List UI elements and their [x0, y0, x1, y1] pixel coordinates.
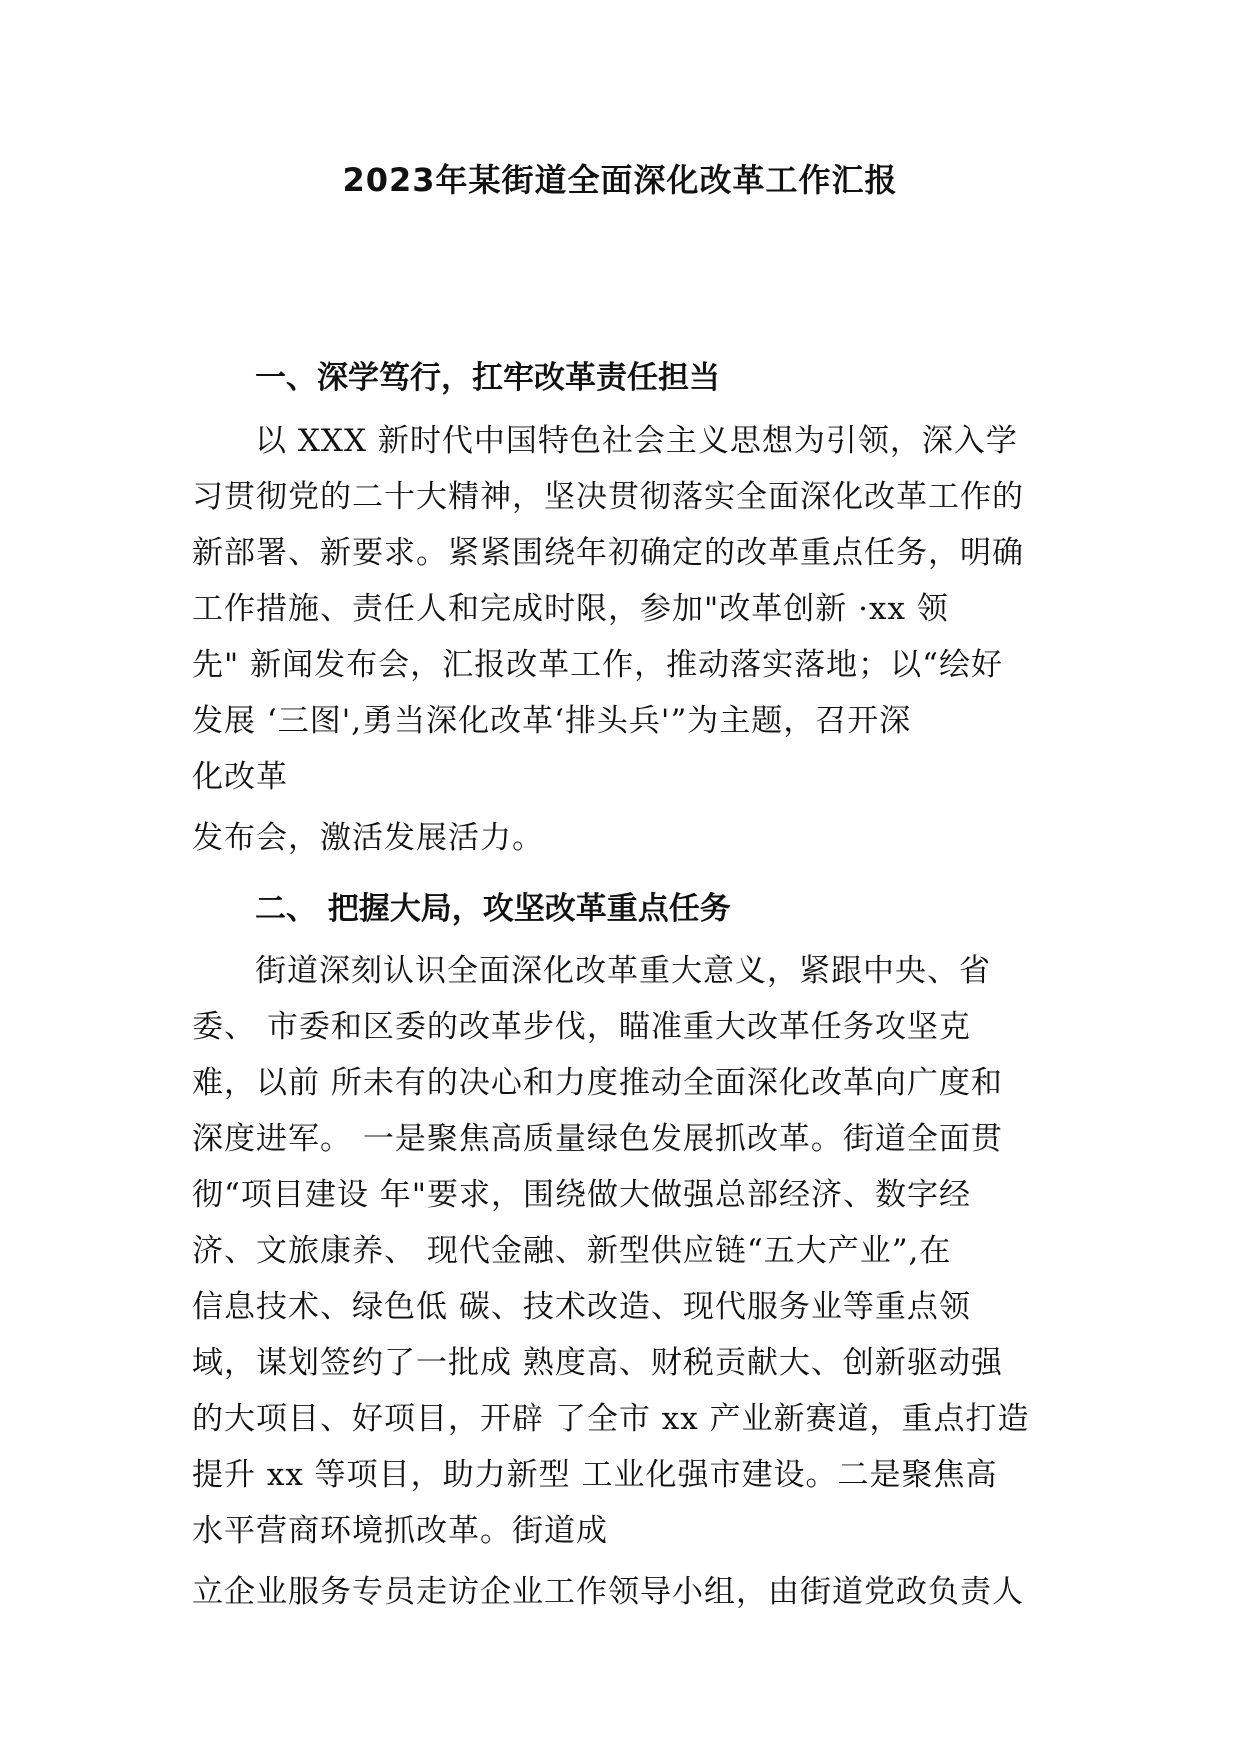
section-2-line: 彻“项目建设 年"要求，围绕做大做强总部经济、数字经: [192, 1177, 971, 1213]
section-2-line: 街道深刻认识全面深化改革重大意义，紧跟中央、省: [255, 953, 991, 989]
section-2-line: 立企业服务专员走访企业工作领导小组，由街道党政负责人: [192, 1574, 1024, 1610]
section-2-line: 难，以前 所未有的决心和力度推动全面深化改革向广度和: [192, 1065, 1003, 1101]
section-2-line: 提升 xx 等项目，助力新型 工业化强市建设。二是聚焦高: [192, 1457, 998, 1493]
section-1-line: 化改革: [192, 759, 288, 795]
section-1-line: 工作措施、责任人和完成时限，参加"改革创新 ·xx 领: [192, 591, 949, 627]
section-2-line: 水平营商环境抓改革。街道成: [192, 1513, 608, 1549]
section-2-line: 域，谋划签约了一批成 熟度高、财税贡献大、创新驱动强: [192, 1345, 1003, 1381]
section-2-line: 信息技术、绿色低 碳、技术改造、现代服务业等重点领: [192, 1289, 971, 1325]
section-2-heading: 二、 把握大局，攻坚改革重点任务: [255, 891, 731, 927]
section-1-heading: 一、深学笃行，扛牢改革责任担当: [255, 360, 720, 396]
section-2-line: 济、文旅康养、 现代金融、新型供应链“五大产业”,在: [192, 1233, 952, 1269]
section-2-line: 的大项目、好项目，开辟 了全市 xx 产业新赛道，重点打造: [192, 1401, 1030, 1437]
section-1-line: 习贯彻党的二十大精神，坚决贯彻落实全面深化改革工作的: [192, 479, 1024, 515]
section-1-line: 以 XXX 新时代中国特色社会主义思想为引领，深入学: [255, 423, 1018, 459]
section-1-line: 新部署、新要求。紧紧围绕年初确定的改革重点任务，明确: [192, 535, 1024, 571]
document-title: 2023年某街道全面深化改革工作汇报: [342, 161, 898, 199]
section-2-line: 委、 市委和区委的改革步伐，瞄准重大改革任务攻坚克: [192, 1009, 971, 1045]
section-1-line: 先" 新闻发布会，汇报改革工作，推动落实落地；以“绘好: [192, 647, 1003, 683]
section-1-line: 发布会，激活发展活力。: [192, 820, 544, 856]
section-2-line: 深度进军。 一是聚焦高质量绿色发展抓改革。街道全面贯: [192, 1121, 1003, 1157]
section-1-line: 发展 ‘三图',勇当深化改革‘排头兵'”为主题，召开深: [192, 703, 912, 739]
